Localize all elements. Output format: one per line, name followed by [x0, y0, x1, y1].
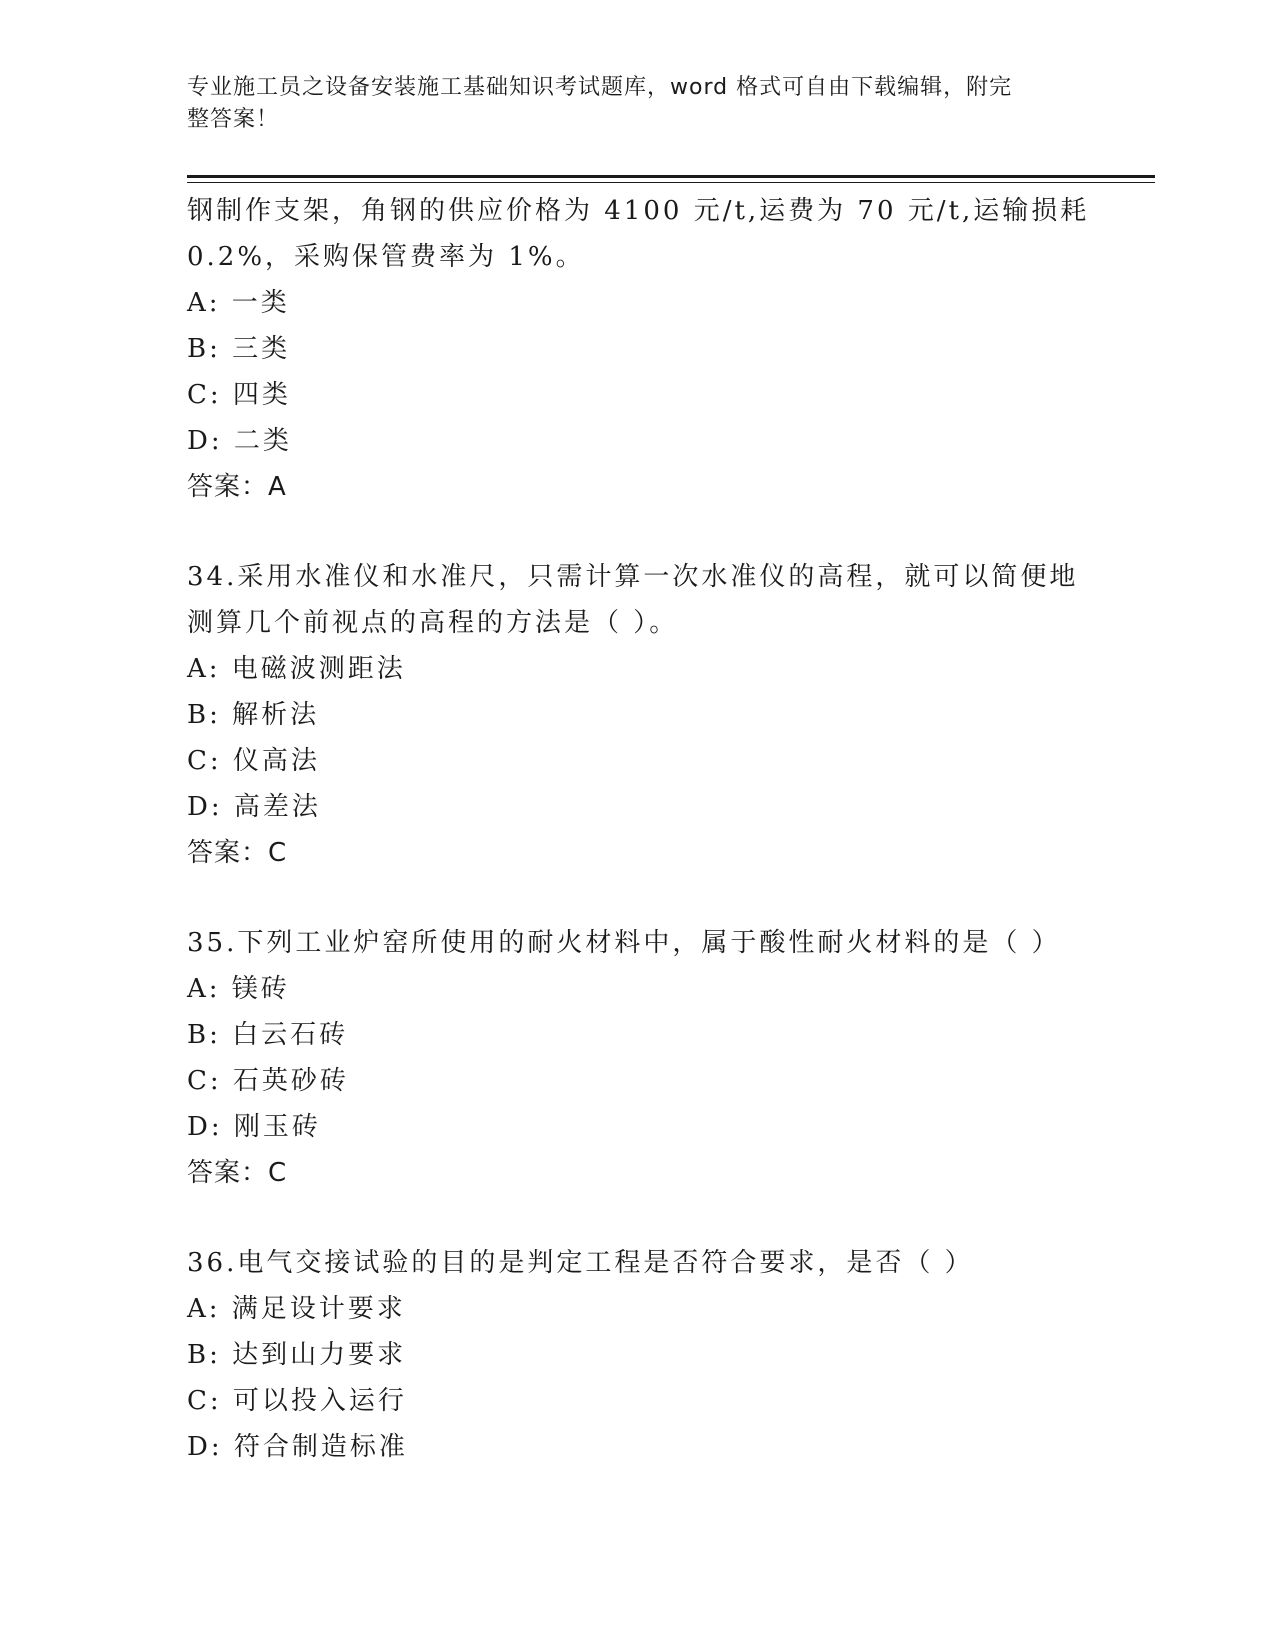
option-c: C: 仪高法: [187, 746, 320, 776]
question-33-continued: [187, 188, 1090, 510]
question-35: [187, 920, 1087, 1196]
document-header: [187, 72, 1067, 136]
option-d: D: 符合制造标准: [187, 1432, 408, 1462]
option-b: B: 达到山力要求: [187, 1340, 407, 1370]
option-b: B: 白云石砖: [187, 1020, 349, 1050]
option-a: A: 满足设计要求: [187, 1294, 406, 1324]
question-34: [187, 554, 1087, 876]
option-d: D: 二类: [187, 426, 292, 456]
option-d: D: 刚玉砖: [187, 1112, 321, 1142]
header-line-2: 整答案！: [187, 107, 280, 132]
option-a: A: 一类: [187, 288, 290, 318]
answer-line: 答案：C: [187, 1158, 288, 1188]
option-a: A: 镁砖: [187, 974, 290, 1004]
option-b: B: 三类: [187, 334, 291, 364]
header-rule-thick: [187, 175, 1155, 178]
option-b: B: 解析法: [187, 700, 320, 730]
question-text-line: 36.电气交接试验的目的是判定工程是否符合要求，是否（ ）: [187, 1248, 974, 1278]
option-c: C: 石英砂砖: [187, 1066, 349, 1096]
question-text-line: 0.2%，采购保管费率为 1%。: [187, 242, 585, 272]
question-text-line: 测算几个前视点的高程的方法是（ ）。: [187, 608, 679, 638]
question-content: [187, 188, 1090, 1470]
question-36: [187, 1240, 1087, 1470]
header-line-1: 专业施工员之设备安装施工基础知识考试题库，word 格式可自由下载编辑，附完: [187, 75, 1013, 100]
header-rule-thin: [187, 182, 1155, 183]
option-c: C: 可以投入运行: [187, 1386, 407, 1416]
question-text-line: 钢制作支架，角钢的供应价格为 4100 元/t,运费为 70 元/t,运输损耗: [187, 196, 1090, 226]
option-d: D: 高差法: [187, 792, 321, 822]
question-text-line: 35.下列工业炉窑所使用的耐火材料中，属于酸性耐火材料的是（ ）: [187, 928, 1061, 958]
answer-line: 答案：A: [187, 472, 287, 502]
option-c: C: 四类: [187, 380, 291, 410]
option-a: A: 电磁波测距法: [187, 654, 406, 684]
question-text-line: 34.采用水准仪和水准尺，只需计算一次水准仪的高程，就可以简便地: [187, 562, 1079, 592]
answer-line: 答案：C: [187, 838, 288, 868]
